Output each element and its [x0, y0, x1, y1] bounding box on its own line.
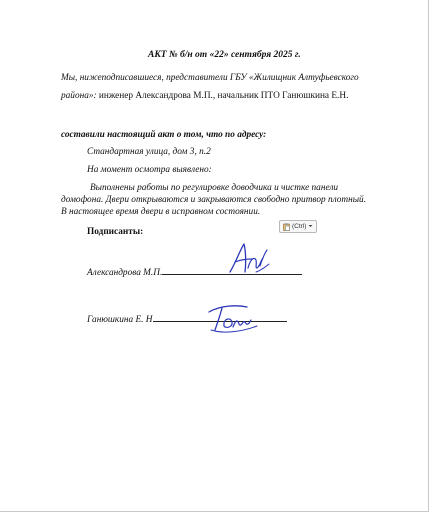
findings-line-3: В настоящее время двери в исправном состоянии.: [61, 207, 261, 217]
findings-line-2: домофона. Двери открываются и закрываются свободно притвор плотный.: [61, 195, 367, 205]
paste-options-button[interactable]: [279, 220, 317, 233]
signer-1-name: Александрова М.П.: [87, 268, 163, 278]
signatories-label: Подписанты:: [87, 227, 144, 237]
signature-1-image: [226, 238, 272, 280]
inspection-label: На момент осмотра выявлено:: [87, 165, 212, 175]
intro-line-2-rest: инженер Александрова М.П., начальник ПТО Ганюшкина Е.Н.: [96, 91, 349, 101]
compiled-statement: составили настоящий акт о том, что по адресу:: [61, 130, 267, 140]
signer-2-name: Ганюшкина Е. Н: [87, 315, 153, 325]
document-title: АКТ № б/н от «22» сентября 2025 г.: [148, 50, 301, 60]
findings-line-1: Выполнены работы по регулировке доводчика и чистке панели: [90, 183, 339, 193]
intro-line-1: Мы, нижеподписавшиеся, представители ГБУ «Жилищник Алтуфьевского: [61, 73, 359, 83]
intro-line-2-italic: района»:: [61, 91, 97, 101]
signature-2-image: [203, 300, 265, 336]
intro-line-2: [61, 90, 348, 102]
dropdown-arrow-icon: [308, 221, 313, 232]
paste-options-label: (Ctrl): [292, 223, 307, 230]
address-text: Стандартная улица, дом 3, п.2: [87, 147, 211, 157]
clipboard-icon: [283, 223, 290, 231]
